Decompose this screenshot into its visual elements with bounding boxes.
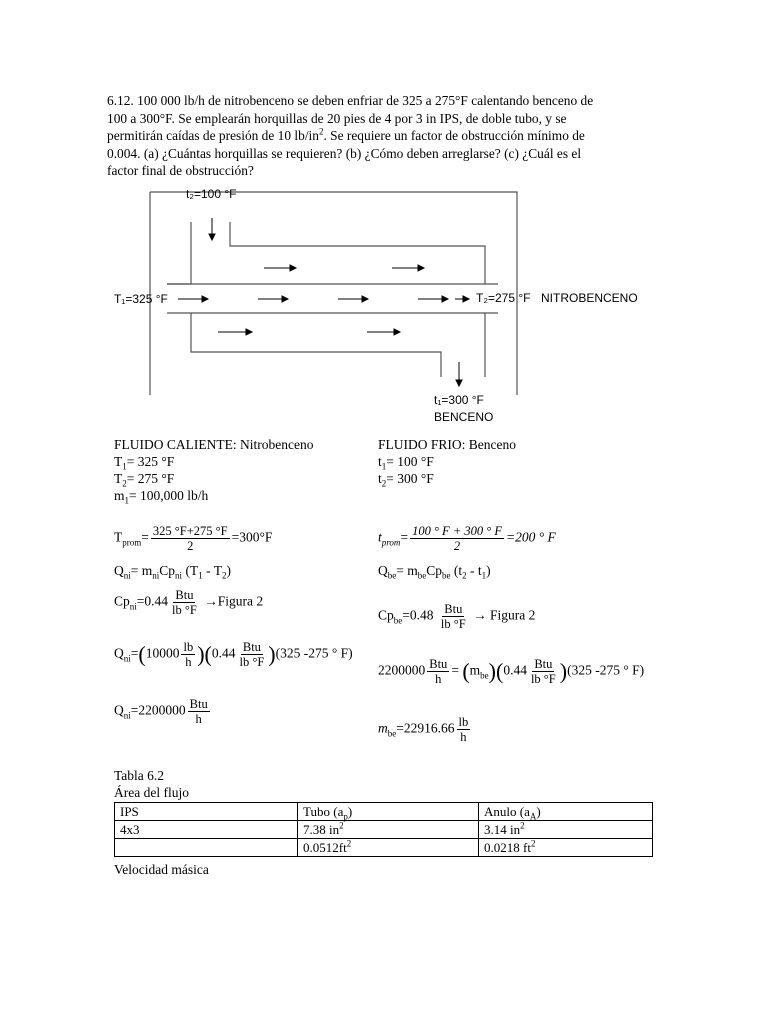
cold-t1: $t_1= 100$ °F [378, 454, 434, 472]
eq-right-cp: $Cp_{be}=0.48$ $\frac{\text{Btu}}{lb ^\circ F}$ → Figura 2 [378, 602, 536, 631]
table-cell: 0.0218 $ft^2$ [479, 839, 653, 857]
footer-text: Velocidad másica [114, 862, 209, 877]
frame-top-right [150, 192, 517, 395]
table-caption-1: Tabla 6.2 [114, 768, 165, 783]
cold-fluid-block [378, 436, 516, 487]
eq-right-mres: $m_{be}=22916.66$ $\frac{lb}{h}$ [378, 715, 469, 744]
table-header-anulo: Anulo $(a_A)$ [479, 803, 653, 821]
eq-right-q: $Q_{be}= m_{be}Cp_{be}$ $(t_2 - t_1)$ [378, 563, 491, 581]
label-nitrobenceno: NITROBENCENO [541, 291, 638, 305]
problem-line-4: 0.004. (a) ¿Cuántas horquillas se requieren? (b) ¿Cómo deben arreglarse? (c) ¿Cuál es el [107, 145, 582, 161]
table-cell: $0.0512ft^2$ [298, 839, 479, 857]
hot-fluid-block [114, 436, 313, 504]
outer-pipe-upper-right [230, 222, 485, 284]
heat-exchanger-diagram [0, 0, 768, 440]
outer-pipe-lower-left [191, 313, 441, 377]
label-t2-inlet: t₂=100 °F [186, 187, 237, 201]
problem-line-1: 6.12. 100 000 lb/h de nitrobenceno se deben enfriar de 325 a 275°F calentando benceno de [107, 93, 594, 108]
cold-t2: $t_2= 300$ °F [378, 471, 434, 489]
eq-left-tprom: $T_{prom}=$ $\frac{325 ^\circ F+275 ^\circ F}{2}$ =300°F [114, 524, 273, 553]
arrow-inlet-cold-head [209, 234, 215, 240]
flow-area-table [114, 802, 653, 857]
problem-line-3-sup: 2 [318, 126, 324, 137]
outer-pipe-upper-left [167, 222, 191, 284]
eq-right-qcalc: 2200000 $\frac{\text{Btu}}{h}$ = $(m_{be})(0.44$ $\frac{\text{Btu}}{lb ^\circ F}$ )(325 -275 ° F) [378, 657, 645, 686]
problem-line-3a: permitirán caídas de presión de 10 lb/in [107, 128, 319, 144]
table-row [115, 839, 653, 857]
table-cell: 7.38 $in^2$ [298, 821, 479, 839]
problem-line-3b: . Se requiere un factor de obstrucción mínimo de [323, 128, 585, 144]
eq-left-qcalc: $Q_{ni}=(10000$ $\frac{lb}{h}$ )(0.44 $\frac{\text{Btu}}{lb ^\circ F}$ )(325 -275 ° F) [114, 640, 353, 669]
eq-left-cp: $Cp_{ni}=0.44$ $\frac{\text{Btu}}{lb ^\circ F}$ →Figura 2 [114, 588, 264, 617]
hot-heading: FLUIDO CALIENTE: Nitrobenceno [114, 437, 314, 452]
table-caption-2: Área del flujo [114, 785, 189, 800]
hot-T1: $T_1= 325$ °F [114, 454, 175, 472]
eq-left-q: $Q_{ni}= m_{ni}Cp_{ni}$ $(T_1 - T_2)$ [114, 563, 231, 581]
table-row [115, 821, 653, 839]
table-cell: 4x3 [115, 821, 298, 839]
label-T1-inlet: T₁=325 °F [114, 292, 168, 306]
cold-heading: FLUIDO FRIO: Benceno [378, 437, 516, 452]
label-t1-outlet: t₁=300 °F [434, 393, 484, 407]
hot-m1: $m_1= 100,000$ lb/h [114, 488, 209, 506]
hot-T2: $T_2= 275$ °F [114, 471, 175, 489]
eq-right-tprom: $t_{prom}=$ $\frac{100 ^\circ F + 300 ^\circ F}{2}$ =200 ° F [378, 524, 556, 553]
label-T2-outlet: T₂=275 °F [476, 291, 531, 305]
label-benceno: BENCENO [434, 410, 494, 424]
table-cell: 3.14 $in^2$ [479, 821, 653, 839]
problem-line-2: 100 a 300°F. Se emplearán horquillas de 20 pies de 4 por 3 in IPS, de doble tubo, y se [107, 110, 567, 126]
table-header-tubo: Tubo $(a_p)$ [298, 803, 479, 821]
eq-left-qres: $Q_{ni}=2200000$ $\frac{\text{Btu}}{h}$ [114, 697, 208, 726]
table-header-row [115, 803, 653, 821]
table-cell [115, 839, 298, 857]
table-header-ips: IPS [115, 803, 298, 821]
problem-line-5: factor final de obstrucción? [107, 163, 254, 179]
